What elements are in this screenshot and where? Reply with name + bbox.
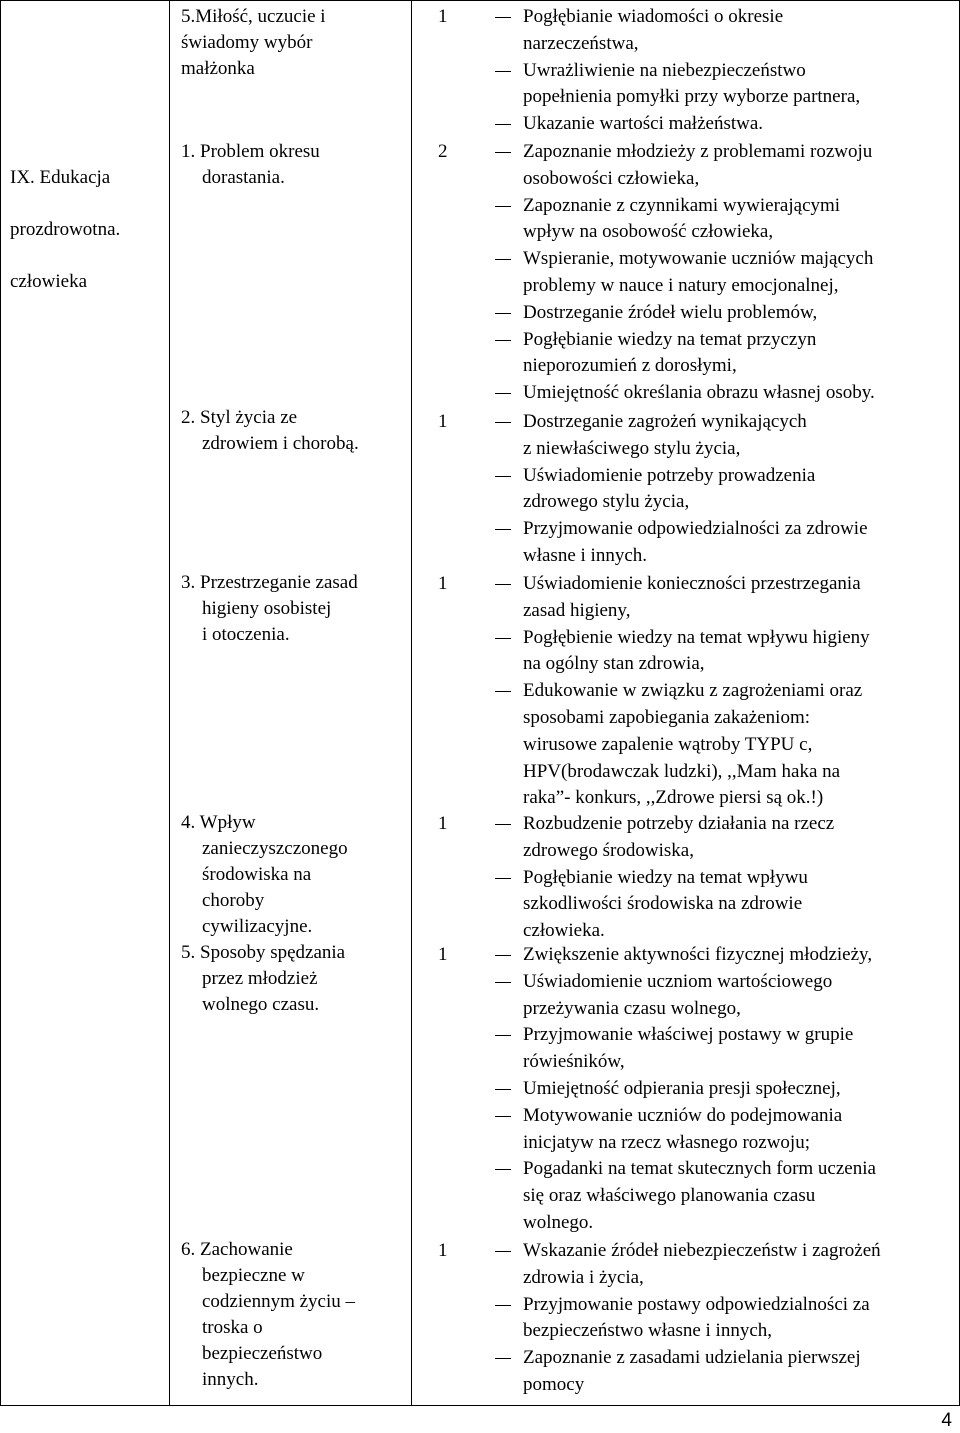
bullet-item [495, 1022, 955, 1049]
dash-bullet-icon [495, 422, 511, 423]
topic-line: 3. Przestrzeganie zasad [181, 572, 358, 593]
dash-bullet-icon [495, 1035, 511, 1036]
bullet-item [495, 942, 955, 969]
bullet-item-continuation [495, 1318, 955, 1345]
bullet-item-continuation [495, 1049, 955, 1076]
bullet-item [495, 969, 955, 996]
bullet-item-continuation [495, 838, 955, 865]
topic-item [181, 4, 406, 82]
content-row [495, 942, 955, 1237]
dash-bullet-icon [495, 955, 511, 956]
bullet-text: pomocy [523, 1373, 585, 1395]
topic-line: 4. Wpływ [181, 812, 256, 833]
topic-line: choroby [202, 890, 265, 911]
bullet-text: zdrowego środowiska, [523, 839, 694, 861]
bullet-item-continuation [495, 996, 955, 1023]
bullet-item [495, 246, 955, 273]
bullet-item [495, 380, 955, 407]
bullet-item [495, 4, 955, 31]
topic-line: higieny osobistej [202, 598, 332, 619]
bullet-item [495, 678, 955, 705]
hours-value: 1 [438, 6, 448, 27]
dash-bullet-icon [495, 878, 511, 879]
bullet-text: się oraz właściwego planowania czasu [523, 1185, 816, 1207]
dash-bullet-icon [495, 529, 511, 530]
content-row [495, 4, 955, 138]
bullet-item [495, 1345, 955, 1372]
bullet-text: na ogólny stan zdrowia, [523, 653, 705, 675]
topic-line: i otoczenia. [202, 624, 290, 645]
bullet-item-continuation [495, 1265, 955, 1292]
bullet-text: Zapoznanie młodzieży z problemami rozwoju [523, 141, 873, 162]
bullet-item-continuation [495, 1210, 955, 1237]
bullet-text: Wskazanie źródeł niebezpieczeństw i zagrożeń [523, 1240, 881, 1261]
page-number: 4 [941, 1410, 952, 1431]
topic-line: dorastania. [202, 167, 285, 188]
topic-line: zdrowiem i chorobą. [202, 433, 359, 454]
dash-bullet-icon [495, 340, 511, 341]
hours-value: 2 [438, 141, 448, 162]
bullet-item [495, 811, 955, 838]
bullet-item-continuation [495, 732, 955, 759]
bullet-text: Pogłębianie wiedzy na temat przyczyn [523, 328, 817, 350]
bullet-text: Rozbudzenie potrzeby działania na rzecz [523, 813, 835, 834]
bullet-item [495, 865, 955, 892]
bullet-text: Pogłębianie wiedzy na temat wpływu [523, 866, 808, 888]
bullet-item-continuation [495, 84, 955, 111]
dash-bullet-icon [495, 259, 511, 260]
section-title-line: prozdrowotna. [10, 219, 121, 240]
bullet-text: Uświadomienie konieczności przestrzegania [523, 573, 861, 594]
table-divider-1 [169, 0, 170, 1406]
bullet-item [495, 1103, 955, 1130]
topic-line: 5. Sposoby spędzania [181, 942, 346, 963]
bullet-item-continuation [495, 1183, 955, 1210]
bullet-text: rówieśników, [523, 1051, 625, 1073]
topic-line: innych. [202, 1369, 259, 1390]
bullet-item-continuation [495, 651, 955, 678]
dash-bullet-icon [495, 152, 511, 153]
topic-line: małżonka [181, 58, 255, 79]
bullet-text: inicjatyw na rzecz własnego rozwoju; [523, 1131, 810, 1153]
bullet-text: Wspieranie, motywowanie uczniów mających [523, 248, 874, 270]
content-row [495, 1238, 955, 1399]
hours-value: 1 [438, 944, 448, 965]
bullet-text: zasad higieny, [523, 599, 631, 621]
bullet-item [495, 327, 955, 354]
bullet-item [495, 300, 955, 327]
topic-line: świadomy wybór [181, 32, 313, 53]
bullet-text: bezpieczeństwo własne i innych, [523, 1320, 773, 1342]
dash-bullet-icon [495, 476, 511, 477]
dash-bullet-icon [495, 313, 511, 314]
topic-line: bezpieczne w [202, 1265, 305, 1286]
table-divider-2 [411, 0, 412, 1406]
bullet-text: wolnego. [523, 1211, 594, 1233]
bullet-item [495, 625, 955, 652]
dash-bullet-icon [495, 1358, 511, 1359]
topic-line: codziennym życiu – [202, 1291, 356, 1312]
dash-bullet-icon [495, 71, 511, 72]
section-title-line: człowieka [10, 271, 88, 292]
topic-item [181, 810, 406, 940]
hours-value: 1 [438, 411, 448, 432]
bullet-item-continuation [495, 1372, 955, 1399]
bullet-item-continuation [495, 598, 955, 625]
dash-bullet-icon [495, 1089, 511, 1090]
bullet-text: popełnienia pomyłki przy wyborze partnera, [523, 86, 861, 108]
bullet-item-continuation [495, 273, 955, 300]
dash-bullet-icon [495, 393, 511, 394]
bullet-text: osobowości człowieka, [523, 167, 700, 189]
topic-item [181, 139, 406, 191]
bullet-item-continuation [495, 219, 955, 246]
topic-item [181, 940, 406, 1018]
bullet-text: zdrowego stylu życia, [523, 491, 690, 513]
content-row [495, 409, 955, 570]
bullet-item-continuation [495, 705, 955, 732]
topic-line: przez młodzież [202, 968, 318, 989]
bullet-text: Edukowanie w związku z zagrożeniami oraz [523, 680, 863, 702]
bullet-text: Przyjmowanie właściwej postawy w grupie [523, 1024, 854, 1046]
bullet-text: sposobami zapobiegania zakażeniom: [523, 706, 811, 728]
hours-value: 1 [438, 573, 448, 594]
bullet-text: Umiejętność określania obrazu własnej osoby. [523, 382, 875, 404]
bullet-item-continuation [495, 891, 955, 918]
bullet-item-continuation [495, 759, 955, 786]
content-row [495, 139, 955, 407]
dash-bullet-icon [495, 206, 511, 207]
topic-item [181, 570, 406, 648]
bullet-text: narzeczeństwa, [523, 32, 639, 54]
bullet-item [495, 1076, 955, 1103]
bullet-item-continuation [495, 543, 955, 570]
bullet-text: Umiejętność odpierania presji społecznej, [523, 1077, 841, 1099]
bullet-text: Przyjmowanie postawy odpowiedzialności za [523, 1293, 870, 1315]
bullet-item-continuation [495, 1130, 955, 1157]
bullet-text: Ukazanie wartości małżeństwa. [523, 113, 764, 135]
bullet-item-continuation [495, 918, 955, 945]
bullet-text: szkodliwości środowiska na zdrowie [523, 893, 803, 915]
table-border-bottom [0, 1405, 959, 1406]
bullet-item [495, 409, 955, 436]
bullet-item [495, 1156, 955, 1183]
table-border-top [0, 0, 959, 1]
bullet-text: nieporozumień z dorosłymi, [523, 355, 737, 377]
bullet-text: problemy w nauce i natury emocjonalnej, [523, 274, 839, 296]
bullet-item [495, 463, 955, 490]
bullet-text: Pogłębienie wiedzy na temat wpływu higieny [523, 626, 870, 648]
table-border-left [0, 0, 1, 1406]
bullet-text: własne i innych. [523, 544, 648, 566]
dash-bullet-icon [495, 1305, 511, 1306]
bullet-text: przeżywania czasu wolnego, [523, 997, 741, 1019]
section-title-line: IX. Edukacja [10, 167, 111, 188]
topic-line: bezpieczeństwo [202, 1343, 323, 1364]
topic-line: 6. Zachowanie [181, 1239, 293, 1260]
topic-line: troska o [202, 1317, 263, 1338]
hours-value: 1 [438, 813, 448, 834]
bullet-text: Pogłębianie wiadomości o okresie [523, 6, 784, 27]
bullet-text: Uświadomienie uczniom wartościowego [523, 970, 833, 992]
topic-item [181, 405, 406, 457]
dash-bullet-icon [495, 824, 511, 825]
bullet-item [495, 193, 955, 220]
bullet-item-continuation [495, 436, 955, 463]
bullet-text: Dostrzeganie źródeł wielu problemów, [523, 301, 818, 323]
bullet-text: wirusowe zapalenie wątroby TYPU c, [523, 733, 813, 755]
bullet-text: Zapoznanie z zasadami udzielania pierwszej [523, 1347, 861, 1369]
dash-bullet-icon [495, 982, 511, 983]
bullet-item-continuation [495, 31, 955, 58]
dash-bullet-icon [495, 691, 511, 692]
bullet-text: wpływ na osobowość człowieka, [523, 221, 774, 243]
bullet-text: Przyjmowanie odpowiedzialności za zdrowie [523, 518, 868, 540]
dash-bullet-icon [495, 584, 511, 585]
dash-bullet-icon [495, 1169, 511, 1170]
bullet-item-continuation [495, 489, 955, 516]
topic-line: środowiska na [202, 864, 312, 885]
bullet-text: Zwiększenie aktywności fizycznej młodzieży, [523, 944, 873, 965]
bullet-text: Motywowanie uczniów do podejmowania [523, 1104, 843, 1126]
dash-bullet-icon [495, 638, 511, 639]
bullet-item [495, 1292, 955, 1319]
bullet-text: HPV(brodawczak ludzki), ,,Mam haka na [523, 760, 841, 782]
dash-bullet-icon [495, 124, 511, 125]
bullet-text: raka”- konkurs, ,,Zdrowe piersi są ok.!) [523, 787, 824, 809]
bullet-item-continuation [495, 166, 955, 193]
bullet-item-continuation [495, 785, 955, 812]
topic-line: 1. Problem okresu [181, 141, 320, 162]
bullet-text: Zapoznanie z czynnikami wywierającymi [523, 194, 841, 216]
bullet-text: Uwrażliwienie na niebezpieczeństwo [523, 59, 806, 81]
bullet-item [495, 571, 955, 598]
dash-bullet-icon [495, 17, 511, 18]
bullet-text: Dostrzeganie zagrożeń wynikających [523, 411, 807, 432]
bullet-item [495, 1238, 955, 1265]
content-row [495, 571, 955, 812]
bullet-text: człowieka. [523, 920, 605, 942]
dash-bullet-icon [495, 1251, 511, 1252]
bullet-item-continuation [495, 353, 955, 380]
topic-line: 2. Styl życia ze [181, 407, 298, 428]
bullet-item [495, 516, 955, 543]
topic-item [181, 1237, 406, 1393]
bullet-item [495, 111, 955, 138]
dash-bullet-icon [495, 1116, 511, 1117]
bullet-text: Uświadomienie potrzeby prowadzenia [523, 464, 816, 486]
section-title [10, 139, 165, 321]
bullet-text: zdrowia i życia, [523, 1266, 644, 1288]
topic-line: zanieczyszczonego [202, 838, 348, 859]
content-row [495, 811, 955, 945]
bullet-text: z niewłaściwego stylu życia, [523, 437, 741, 459]
topic-line: 5.Miłość, uczucie i [181, 6, 326, 27]
bullet-item [495, 139, 955, 166]
topic-line: cywilizacyjne. [202, 916, 313, 937]
hours-value: 1 [438, 1240, 448, 1261]
bullet-item [495, 58, 955, 85]
bullet-text: Pogadanki na temat skutecznych form uczenia [523, 1158, 876, 1180]
topic-line: wolnego czasu. [202, 994, 320, 1015]
